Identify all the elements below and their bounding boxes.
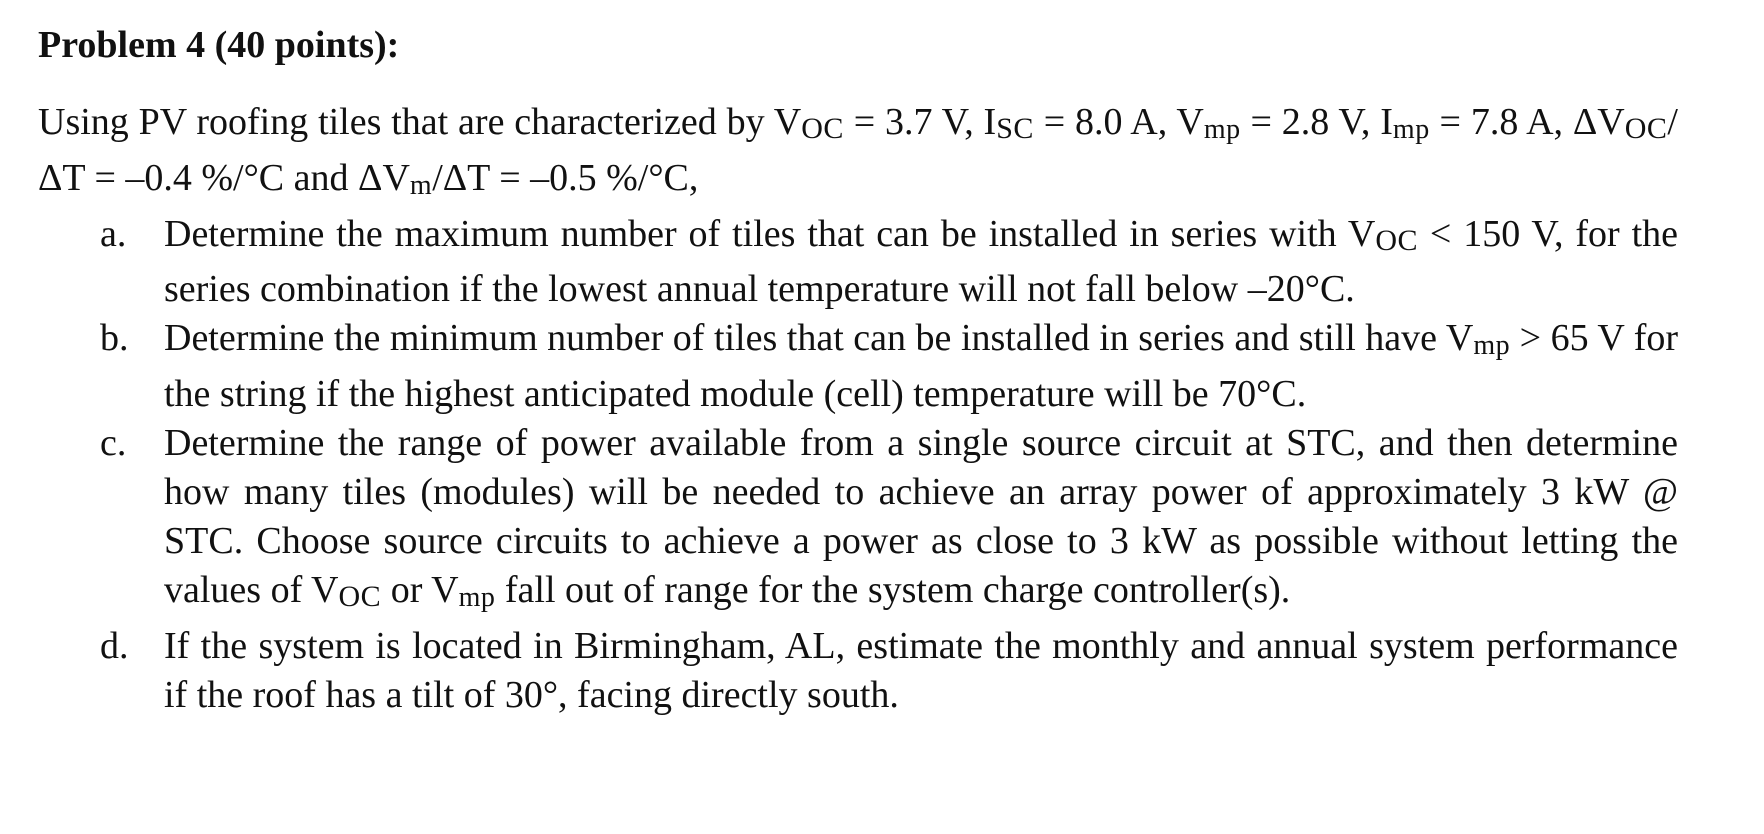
part-text: < 150 V, for the series combination if the lowest annual temperature will not fall below –20°C. bbox=[164, 213, 1678, 310]
part-text: Determine the maximum number of tiles that can be installed in series with V bbox=[164, 213, 1376, 255]
intro-text: /ΔT = –0.5 %/°C, bbox=[432, 157, 699, 199]
vmp-subscript: mp bbox=[458, 582, 496, 613]
voc-subscript: OC bbox=[338, 580, 382, 613]
part-text: If the system is located in Birmingham, AL, estimate the monthly and annual system performance if the roof has a tilt of 30°, facing directly south. bbox=[164, 625, 1678, 716]
part-text: Determine the minimum number of tiles that can be installed in series and still have V bbox=[164, 317, 1474, 359]
problem-part-b bbox=[38, 314, 1678, 419]
problem-part-d bbox=[38, 622, 1678, 720]
imp-subscript: mp bbox=[1392, 114, 1430, 145]
part-text: > 65 V for the string if the highest anticipated module (cell) temperature will be 70°C. bbox=[164, 317, 1679, 415]
problem-part-c bbox=[38, 419, 1678, 622]
intro-text: = 7.8 A, ΔV bbox=[1429, 101, 1625, 143]
vmp-subscript: mp bbox=[1203, 114, 1241, 145]
vmp-subscript: mp bbox=[1473, 330, 1511, 361]
problem-intro bbox=[38, 98, 1678, 210]
part-text: fall out of range for the system charge controller(s). bbox=[495, 569, 1291, 611]
isc-subscript: SC bbox=[996, 112, 1034, 145]
intro-text: = 3.7 V, I bbox=[843, 101, 997, 143]
problem-part-a bbox=[38, 210, 1678, 314]
problem-title: Problem 4 (40 points): bbox=[38, 24, 400, 66]
problem-parts-list bbox=[38, 210, 1678, 720]
part-marker: c. bbox=[100, 422, 127, 464]
part-text: Determine the range of power available from a single source circuit at STC, and then determine how many tiles (modules) will be needed to achieve an array power of approximately 3 kW @ STC. Choose source circuits to achieve a power as close to 3 kW as possible without letting the values of V bbox=[164, 422, 1678, 611]
part-marker: a. bbox=[100, 213, 127, 255]
voc-subscript: OC bbox=[1624, 112, 1668, 145]
vm-subscript: m bbox=[409, 170, 433, 201]
part-marker: d. bbox=[100, 625, 129, 667]
voc-subscript: OC bbox=[801, 112, 844, 145]
intro-text: /ΔT = –0.4 %/°C and ΔV bbox=[38, 101, 1678, 199]
intro-text: Using PV roofing tiles that are characterized by V bbox=[38, 101, 802, 143]
problem-document bbox=[38, 16, 1678, 720]
intro-text: = 2.8 V, I bbox=[1240, 101, 1393, 143]
part-marker: b. bbox=[100, 317, 129, 359]
voc-subscript: OC bbox=[1375, 224, 1418, 257]
part-text: or V bbox=[381, 569, 459, 611]
intro-text: = 8.0 A, V bbox=[1033, 101, 1204, 143]
